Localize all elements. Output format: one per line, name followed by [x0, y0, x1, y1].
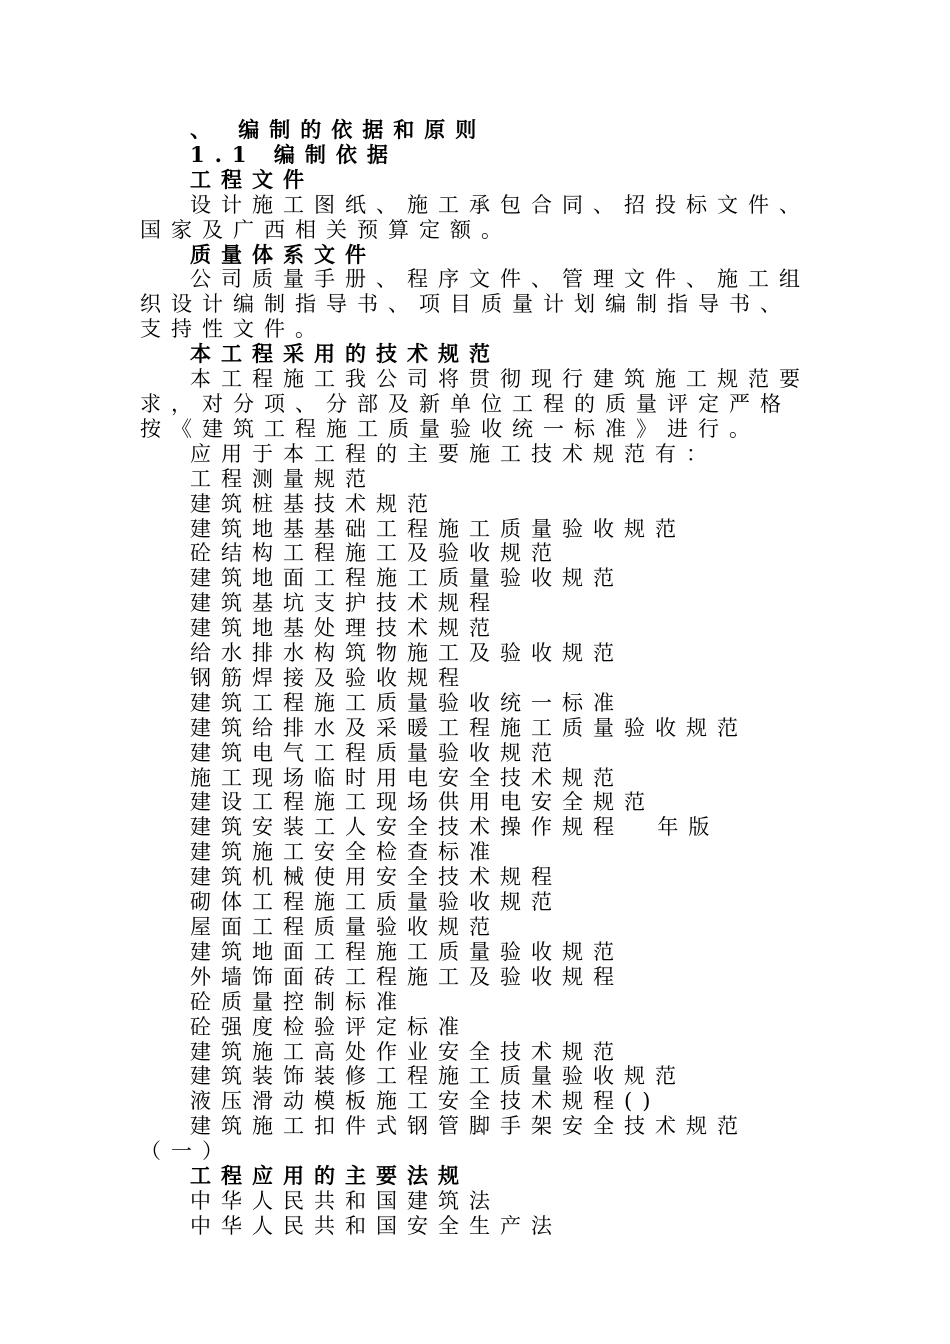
list-item-continuation: （一） — [140, 1139, 233, 1164]
list-item: 建筑电气工程质量验收规范 — [190, 740, 562, 765]
section-title-laws: 工程应用的主要法规 — [190, 1163, 469, 1189]
list-item: 建设工程施工现场供用电安全规范 — [190, 790, 655, 815]
list-item: 中华人民共和国建筑法 — [190, 1188, 500, 1213]
list-item: 建筑桩基技术规范 — [190, 491, 438, 516]
paragraph-line: 织设计编制指导书、项目质量计划编制指导书、 — [140, 292, 791, 317]
list-item: 建筑施工安全检查标准 — [190, 840, 500, 865]
list-item: 砼结构工程施工及验收规范 — [190, 541, 562, 566]
list-item: 建筑地面工程施工质量验收规范 — [190, 566, 624, 591]
section-title-tech-specs: 本工程采用的技术规范 — [190, 341, 500, 367]
paragraph-line: 公司质量手册、程序文件、管理文件、施工组 — [190, 267, 810, 292]
section-title-project-docs: 工程文件 — [190, 166, 314, 192]
list-item: 施工现场临时用电安全技术规范 — [190, 765, 624, 790]
list-item: 建筑机械使用安全技术规程 — [190, 865, 562, 890]
paragraph-line: 支持性文件。 — [140, 317, 326, 342]
paragraph-line: 设计施工图纸、施工承包合同、招投标文件、 — [190, 192, 810, 217]
heading-1: 、 编制的依据和原则 — [190, 117, 487, 142]
list-item: 工程测量规范 — [190, 466, 376, 491]
list-item: 建筑装饰装修工程施工质量验收规范 — [190, 1064, 686, 1089]
section-title-quality-docs: 质量体系文件 — [190, 241, 376, 267]
list-item: 砼质量控制标准 — [190, 989, 407, 1014]
list-item: 建筑基坑支护技术规程 — [190, 591, 500, 616]
list-item: 建筑地基处理技术规范 — [190, 616, 500, 641]
list-item: 砌体工程施工质量验收规范 — [190, 890, 562, 915]
paragraph-line: 按《建筑工程施工质量验收统一标准》进行。 — [140, 416, 760, 441]
list-item: 给水排水构筑物施工及验收规范 — [190, 641, 624, 666]
document-page — [140, 118, 850, 1239]
list-item: 液压滑动模板施工安全技术规程() — [190, 1089, 661, 1114]
list-item: 建筑施工扣件式钢管脚手架安全技术规范 — [190, 1114, 748, 1139]
list-item: 砼强度检验评定标准 — [190, 1014, 469, 1039]
list-item: 建筑安装工人安全技术操作规程 年版 — [190, 815, 720, 840]
heading-1-1: 1.1 编制依据 — [190, 141, 398, 167]
paragraph-line: 应用于本工程的主要施工技术规范有： — [190, 441, 717, 466]
list-item: 建筑工程施工质量验收统一标准 — [190, 690, 624, 715]
paragraph-line: 求，对分项、分部及新单位工程的质量评定严格 — [140, 391, 791, 416]
list-item: 建筑地面工程施工质量验收规范 — [190, 939, 624, 964]
list-item: 建筑地基基础工程施工质量验收规范 — [190, 516, 686, 541]
list-item: 外墙饰面砖工程施工及验收规程 — [190, 964, 624, 989]
paragraph-line: 国家及广西相关预算定额。 — [140, 217, 512, 242]
list-item: 建筑给排水及采暖工程施工质量验收规范 — [190, 715, 748, 740]
list-item: 屋面工程质量验收规范 — [190, 915, 500, 939]
list-item: 中华人民共和国安全生产法 — [190, 1213, 562, 1238]
list-item: 钢筋焊接及验收规程 — [190, 665, 469, 690]
paragraph-line: 本工程施工我公司将贯彻现行建筑施工规范要 — [190, 367, 810, 392]
list-item: 建筑施工高处作业安全技术规范 — [190, 1039, 624, 1064]
